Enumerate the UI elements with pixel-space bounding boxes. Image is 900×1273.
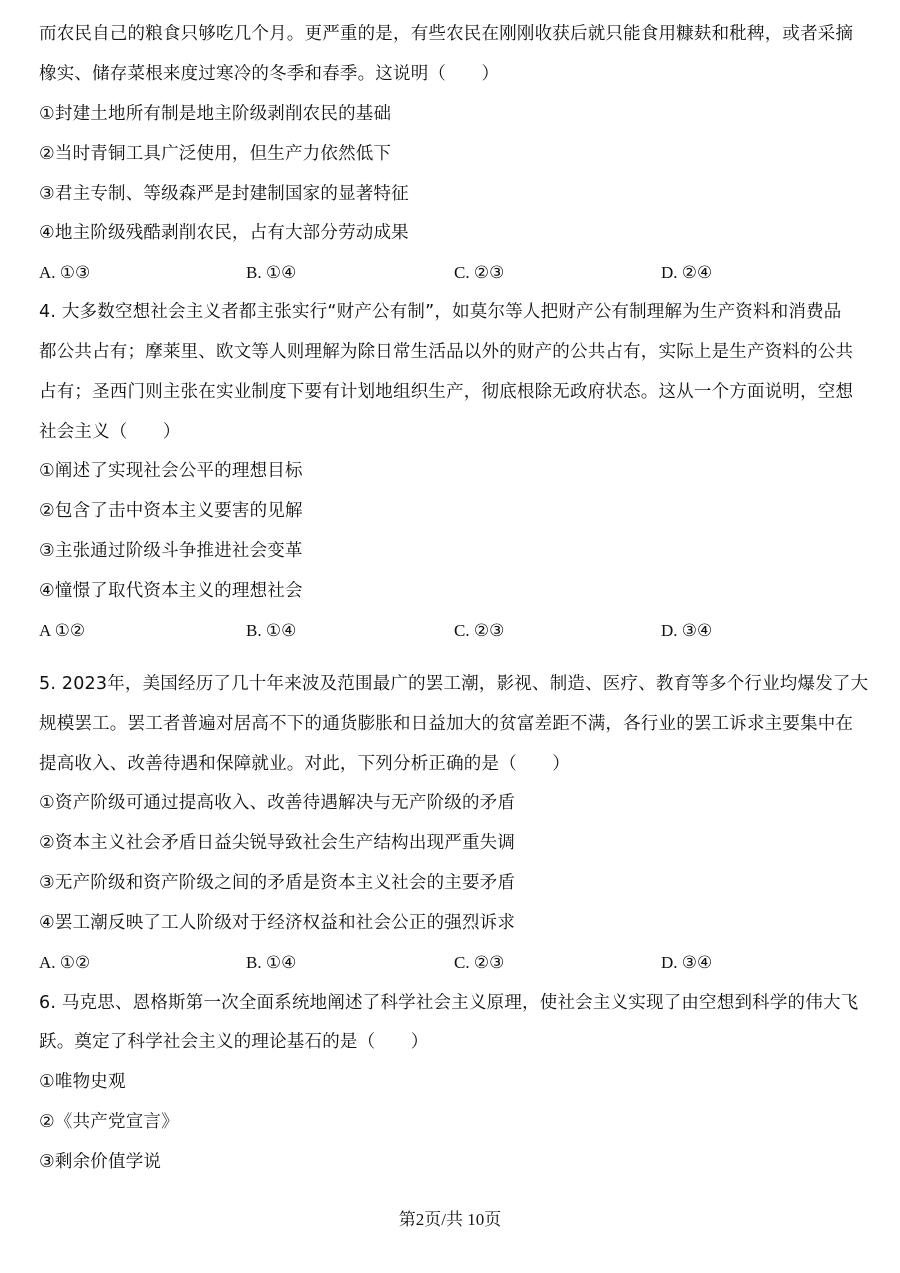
answer-option-c: C. ②③ (454, 621, 505, 640)
question-text-line: 而农民自己的粮食只够吃几个月。更严重的是，有些农民在刚刚收获后就只能食用糠麸和秕稗，或者采摘 (39, 24, 854, 44)
question-text-line: 社会主义（ ） (39, 422, 181, 442)
page-number-footer: 第2页/共 10页 (398, 1210, 502, 1229)
statement-item: ②包含了击中资本主义要害的见解 (39, 501, 303, 521)
answer-option-c: C. ②③ (454, 953, 505, 972)
question-text-line: 5. 2023年，美国经历了几十年来波及范围最广的罢工潮，影视、制造、医疗、教育等多个行业均爆发了大 (39, 674, 869, 694)
question-text-line: 橡实、储存菜根来度过寒冷的冬季和春季。这说明（ ） (39, 64, 500, 84)
statement-item: ①资产阶级可通过提高收入、改善待遇解决与无产阶级的矛盾 (39, 793, 516, 813)
statement-item: ②《共产党宣言》 (39, 1112, 179, 1132)
statement-item: ③剩余价值学说 (39, 1152, 162, 1172)
statement-item: ④地主阶级残酷剥削农民，占有大部分劳动成果 (39, 223, 409, 243)
answer-option-b: B. ①④ (246, 263, 297, 282)
answer-option-b: B. ①④ (246, 621, 297, 640)
answer-option-b: B. ①④ (246, 953, 297, 972)
answer-option-d: D. ③④ (661, 621, 713, 640)
question-text-line: 占有；圣西门则主张在实业制度下要有计划地组织生产，彻底根除无政府状态。这从一个方面说明，空想 (39, 382, 854, 402)
answer-option-a: A. ①③ (39, 263, 91, 282)
answer-option-d: D. ②④ (661, 263, 713, 282)
question-text-line: 6. 马克思、恩格斯第一次全面系统地阐述了科学社会主义原理，使社会主义实现了由空想到科学的伟大飞 (39, 993, 859, 1013)
question-text-line: 4. 大多数空想社会主义者都主张实行“财产公有制”，如莫尔等人把财产公有制理解为生产资料和消费品 (39, 302, 842, 322)
statement-item: ③主张通过阶级斗争推进社会变革 (39, 541, 303, 561)
question-text-line: 提高收入、改善待遇和保障就业。对此，下列分析正确的是（ ） (39, 754, 570, 774)
statement-item: ①唯物史观 (39, 1072, 126, 1092)
question-text-line: 跃。奠定了科学社会主义的理论基石的是（ ） (39, 1032, 429, 1052)
statement-item: ③君主专制、等级森严是封建制国家的显著特征 (39, 184, 409, 204)
question-text-line: 都公共占有；摩莱里、欧文等人则理解为除日常生活品以外的财产的公共占有，实际上是生产资料的公共 (39, 342, 854, 362)
statement-item: ①阐述了实现社会公平的理想目标 (39, 461, 303, 481)
answer-option-a: A ①② (39, 621, 86, 640)
statement-item: ①封建土地所有制是地主阶级剥削农民的基础 (39, 104, 392, 124)
statement-item: ③无产阶级和资产阶级之间的矛盾是资本主义社会的主要矛盾 (39, 873, 516, 893)
answer-option-d: D. ③④ (661, 953, 713, 972)
statement-item: ②当时青铜工具广泛使用，但生产力依然低下 (39, 144, 392, 164)
question-text-line: 规模罢工。罢工者普遍对居高不下的通货膨胀和日益加大的贫富差距不满，各行业的罢工诉求主要集中在 (39, 714, 854, 734)
statement-item: ④罢工潮反映了工人阶级对于经济权益和社会公正的强烈诉求 (39, 913, 516, 933)
answer-option-a: A. ①② (39, 953, 91, 972)
statement-item: ②资本主义社会矛盾日益尖锐导致社会生产结构出现严重失调 (39, 833, 516, 853)
answer-option-c: C. ②③ (454, 263, 505, 282)
statement-item: ④憧憬了取代资本主义的理想社会 (39, 581, 303, 601)
